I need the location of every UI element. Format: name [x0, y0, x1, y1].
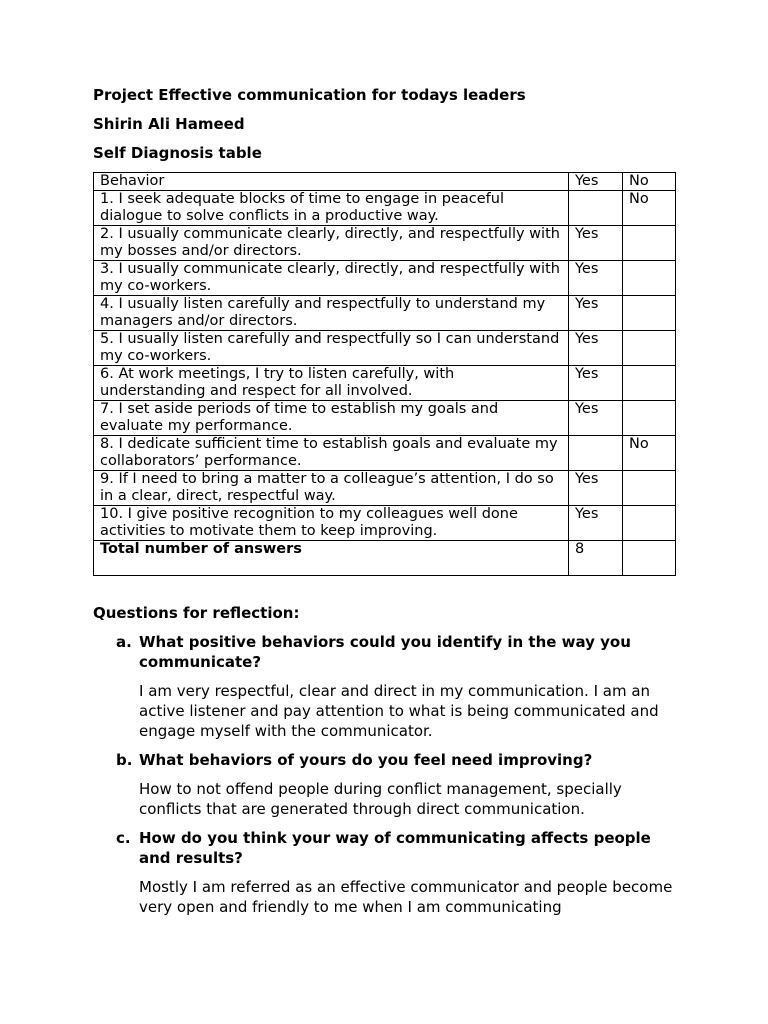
table-row — [94, 191, 676, 226]
behavior-cell: 9. If I need to bring a matter to a colleague’s attention, I do so in a clear, direct, respectful way. — [94, 471, 569, 506]
header-behavior: Behavior — [94, 173, 569, 191]
table-row — [94, 226, 676, 261]
table-row — [94, 471, 676, 506]
table-row — [94, 331, 676, 366]
reflection-question-b — [93, 750, 683, 819]
total-no-count — [623, 541, 676, 576]
no-cell — [623, 401, 676, 436]
no-cell: No — [623, 191, 676, 226]
question-letter: b. — [116, 751, 133, 769]
table-row — [94, 436, 676, 471]
behavior-cell: 3. I usually communicate clearly, directly, and respectfully with my co-workers. — [94, 261, 569, 296]
reflection-question-c — [93, 828, 683, 917]
behavior-cell: 5. I usually listen carefully and respectfully so I can understand my co-workers. — [94, 331, 569, 366]
yes-cell: Yes — [569, 366, 623, 401]
no-cell — [623, 226, 676, 261]
table-row — [94, 261, 676, 296]
document-page — [93, 86, 683, 926]
question-letter: c. — [116, 829, 131, 847]
reflection-title: Questions for reflection: — [93, 604, 300, 622]
behavior-cell: 2. I usually communicate clearly, directly, and respectfully with my bosses and/or directors. — [94, 226, 569, 261]
table-header-row — [94, 173, 676, 191]
yes-cell — [569, 191, 623, 226]
behavior-cell: 1. I seek adequate blocks of time to engage in peaceful dialogue to solve conflicts in a productive way. — [94, 191, 569, 226]
no-cell — [623, 366, 676, 401]
behavior-cell: 4. I usually listen carefully and respectfully to understand my managers and/or directors. — [94, 296, 569, 331]
yes-cell: Yes — [569, 401, 623, 436]
table-row — [94, 296, 676, 331]
reflection-question-a — [93, 632, 683, 741]
question-text: How do you think your way of communicating affects people and results? — [139, 829, 651, 867]
answer-text: Mostly I am referred as an effective communicator and people become very open and friendly to me when I am communicating — [139, 878, 673, 916]
yes-cell: Yes — [569, 296, 623, 331]
yes-cell: Yes — [569, 331, 623, 366]
yes-cell: Yes — [569, 226, 623, 261]
self-diagnosis-table — [93, 172, 676, 576]
behavior-cell: 6. At work meetings, I try to listen carefully, with understanding and respect for all involved. — [94, 366, 569, 401]
behavior-cell: 7. I set aside periods of time to establish my goals and evaluate my performance. — [94, 401, 569, 436]
question-text: What positive behaviors could you identify in the way you communicate? — [139, 633, 631, 671]
answer-text: I am very respectful, clear and direct in my communication. I am an active listener and pay attention to what is being communicated and engage myself with the communicator. — [139, 682, 659, 740]
no-cell — [623, 471, 676, 506]
no-cell — [623, 261, 676, 296]
table-row — [94, 401, 676, 436]
total-label: Total number of answers — [94, 541, 569, 576]
question-letter: a. — [116, 633, 132, 651]
table-total-row — [94, 541, 676, 576]
answer-text: How to not offend people during conflict management, specially conflicts that are generated through direct communication. — [139, 780, 622, 818]
table-row — [94, 366, 676, 401]
no-cell — [623, 296, 676, 331]
table-row — [94, 506, 676, 541]
project-title: Project Effective communication for todays leaders — [93, 86, 526, 104]
behavior-cell: 8. I dedicate sufficient time to establish goals and evaluate my collaborators’ performance. — [94, 436, 569, 471]
table-title: Self Diagnosis table — [93, 144, 262, 162]
total-yes-count: 8 — [569, 541, 623, 576]
behavior-cell: 10. I give positive recognition to my colleagues well done activities to motivate them to keep improving. — [94, 506, 569, 541]
yes-cell: Yes — [569, 471, 623, 506]
header-yes: Yes — [569, 173, 623, 191]
author-name: Shirin Ali Hameed — [93, 115, 245, 133]
yes-cell: Yes — [569, 261, 623, 296]
no-cell — [623, 506, 676, 541]
question-text: What behaviors of yours do you feel need improving? — [139, 751, 593, 769]
yes-cell: Yes — [569, 506, 623, 541]
header-no: No — [623, 173, 676, 191]
no-cell: No — [623, 436, 676, 471]
yes-cell — [569, 436, 623, 471]
no-cell — [623, 331, 676, 366]
